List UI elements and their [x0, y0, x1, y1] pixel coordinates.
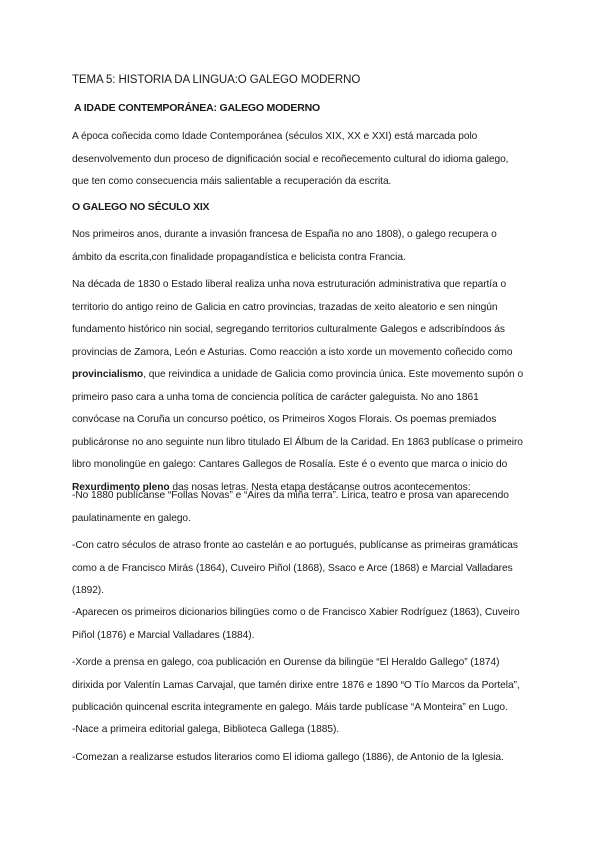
list-item [72, 747, 534, 770]
paragraph-line: publicáronse no ano seguinte nun libro titulado El Álbum de la Caridad. En 1863 publícase o primeiro [72, 436, 523, 448]
paragraph-line: territorio do antigo reino de Galicia en catro provincias, trazadas de xeito aleatorio e sen ningún [72, 301, 498, 313]
line-text: das nosas letras. Nesta etapa destácanse outros acontecementos: [169, 481, 471, 493]
paragraph-line: -No 1880 publícanse “Follas Novas” e “Aires da miña terra”. Lírica, teatro e prosa van aparecendo [72, 490, 509, 501]
intro-paragraph [72, 126, 534, 194]
paragraph-line: libro monolingüe en galego: Cantares Gallegos de Rosalía. Este é o evento que marca o inicio do [72, 459, 508, 470]
paragraph-line: (1892). [72, 585, 104, 596]
paragraph-line: -Con catro séculos de atraso fronte ao castelán e ao portugués, publícanse as primeiras gramáticas [72, 540, 518, 551]
paragraph-line: Piñol (1876) e Marcial Valladares (1884). [72, 629, 255, 641]
paragraph-line: convócase na Coruña un concurso poético, os Primeiros Xogos Florais. Os poemas premiados [72, 414, 497, 425]
provincialismo-paragraph [72, 274, 534, 499]
paragraph-line: Nos primeiros anos, durante a invasión francesa de España no ano 1808), o galego recupera o [72, 229, 497, 240]
bold-term: provincialismo [72, 369, 144, 380]
paragraph-line: -Xorde a prensa en galego, coa publicación en Ourense da bilingüe “El Heraldo Gallego” (1874) [72, 657, 500, 668]
paragraph-line: dirixida por Valentín Lamas Carvajal, que tamén dirixe entre 1876 e 1890 “O Tío Marcos da Portela”, [72, 679, 520, 691]
paragraph-line: -Comezan a realizarse estudos literarios como El idioma gallego (1886), de Antonio de la Iglesia. [72, 752, 504, 763]
invasion-paragraph [72, 224, 534, 269]
paragraph-line: A época coñecida como Idade Contemporánea (séculos XIX, XX e XXI) está marcada polo [72, 131, 478, 142]
paragraph-line: desenvolvemento dun proceso de dignificación social e recoñecemento cultural do idioma galego, [72, 153, 509, 165]
paragraph-line: provincias de Zamora, León e Asturias. Como reacción a isto xorde un movemento coñecido como [72, 346, 513, 358]
line-text: , que reivindica a unidade de Galicia como provincia única. Este movemento supón o [143, 369, 524, 380]
paragraph-line: Na década de 1830 o Estado liberal realiza unha nova estruturación administrativa que repartía o [72, 279, 507, 290]
list-item [72, 652, 534, 720]
list-item [72, 719, 534, 742]
list-item [72, 535, 534, 603]
paragraph-line: fundamento histórico nin social, segregando territorios culturalmente Galegos e adscribíndoos ás [72, 324, 505, 335]
document-title: TEMA 5: HISTORIA DA LINGUA:O GALEGO MODERNO [72, 74, 361, 86]
list-item [72, 485, 534, 530]
paragraph-line: publicación quincenal escrita integramente en galego. Máis tarde publícase “A Monteira” en Lugo. [72, 702, 508, 713]
paragraph-line: -Aparecen os primeiros dicionarios bilingües como o de Francisco Xabier Rodríguez (1863), Cuveiro [72, 607, 520, 618]
paragraph-line: como a de Francisco Mirás (1864), Cuveiro Piñol (1868), Ssaco e Arce (1868) e Marcial Valladares [72, 562, 513, 574]
paragraph-line: primeiro paso cara a unha toma de conciencia política de carácter galeguista. No ano 1861 [72, 391, 479, 403]
section-subtitle: A IDADE CONTEMPORÁNEA: GALEGO MODERNO [74, 102, 320, 114]
bold-term: Rexurdimento pleno [72, 481, 170, 493]
paragraph-line: ámbito da escrita,con finalidade propagandística e belicista contra Francia. [72, 251, 406, 263]
paragraph-line: que ten como consecuencia máis salientable a recuperación da escrita. [72, 176, 392, 187]
paragraph-line [72, 364, 534, 387]
list-item [72, 602, 534, 647]
paragraph-line: paulatinamente en galego. [72, 512, 191, 524]
paragraph-line: -Nace a primeira editorial galega, Biblioteca Gallega (1885). [72, 724, 340, 735]
section-heading: O GALEGO NO SÉCULO XIX [72, 201, 210, 213]
